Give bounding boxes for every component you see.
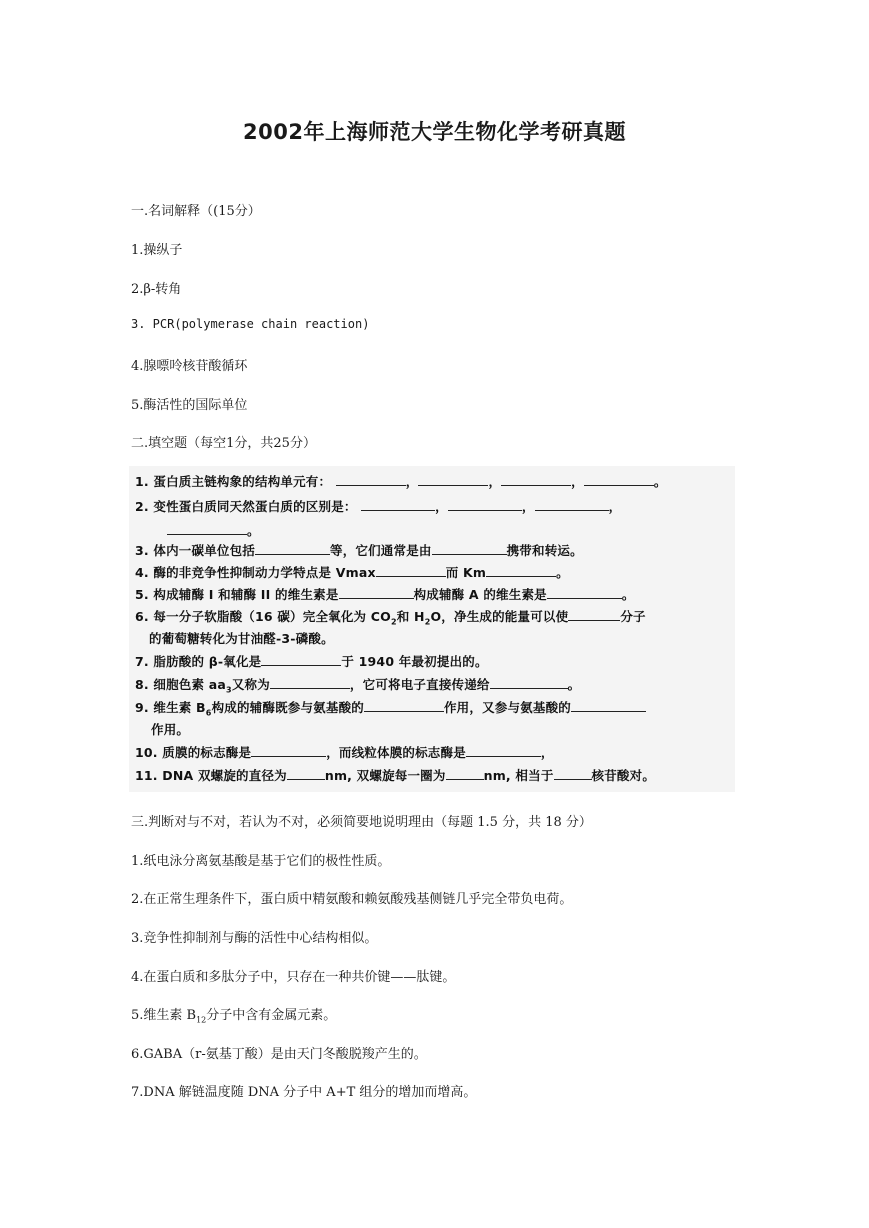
fill-question-3: 3. 体内一碳单位包括 等，它们通常是由 携带和转运。 <box>135 543 583 558</box>
list-item: 4.腺嘌呤核苷酸循环 <box>131 359 248 374</box>
fill-question-6-cont: 的葡萄糖转化为甘油醛-3-磷酸。 <box>149 631 334 646</box>
list-item: 4.在蛋白质和多肽分子中，只存在一种共价键——肽键。 <box>131 970 456 985</box>
fill-question-5: 5. 构成辅酶 I 和辅酶 II 的维生素是 构成辅酶 A 的维生素是 。 <box>135 587 635 602</box>
fill-question-2-cont: 。 <box>167 521 260 539</box>
fill-question-2: 2. 变性蛋白质同天然蛋白质的区别是： ， ， ， <box>135 499 622 514</box>
list-item: 2.在正常生理条件下，蛋白质中精氨酸和赖氨酸残基侧链几乎完全带负电荷。 <box>131 892 573 907</box>
list-item: 3. PCR(polymerase chain reaction) <box>131 317 370 331</box>
fill-question-1: 1. 蛋白质主链构象的结构单元有： ， ， ， 。 <box>135 474 667 489</box>
fill-question-4: 4. 酶的非竞争性抑制动力学特点是 Vmax 而 Km 。 <box>135 565 569 580</box>
list-item: 5.维生素 $B_{12}$分子中含有金属元素。 <box>131 1008 337 1025</box>
fill-question-9-cont: 作用。 <box>151 722 190 737</box>
page-title: 2002年上海师范大学生物化学考研真题 <box>243 120 626 144</box>
list-item: 3.竞争性抑制剂与酶的活性中心结构相似。 <box>131 931 378 946</box>
section1-heading: 一.名词解释（(15分） <box>131 204 261 219</box>
list-item: 1.纸电泳分离氨基酸是基于它们的极性性质。 <box>131 854 391 869</box>
fill-question-9: 9. 维生素 $B_6$构成的辅酶既参与氨基酸的 作用，又参与氨基酸的 <box>135 698 646 718</box>
fill-question-8: 8. 细胞色素 $aa_3$又称为 ，它可将电子直接传递给 。 <box>135 677 581 695</box>
fill-question-11: 11. DNA 双螺旋的直径为 nm, 双螺旋每一圈为 nm, 相当于 核苷酸对。 <box>135 768 656 783</box>
fill-question-6: 6. 每一分子软脂酸（16 碳）完全氧化为 $CO_2$和 $H_2O$，净生成的能量可以使 分子 <box>135 609 646 627</box>
list-item: 1.操纵子 <box>131 243 183 258</box>
section2-heading: 二.填空题（每空1分，共25分） <box>131 436 316 451</box>
fill-question-7: 7. 脂肪酸的 β-氧化是 于 1940 年最初提出的。 <box>135 654 488 669</box>
fill-question-10: 10. 质膜的标志酶是 ，而线粒体膜的标志酶是 ， <box>135 745 554 760</box>
list-item: 7.DNA 解链温度随 DNA 分子中 A+T 组分的增加而增高。 <box>131 1085 477 1100</box>
scanned-fill-in-questions <box>129 466 735 792</box>
list-item: 6.GABA（r-氨基丁酸）是由天门冬酸脱羧产生的。 <box>131 1047 427 1062</box>
list-item: 5.酶活性的国际单位 <box>131 398 248 413</box>
section3-heading: 三.判断对与不对，若认为不对，必须简要地说明理由（每题 1.5 分，共 18 分） <box>131 815 592 830</box>
list-item: 2.β-转角 <box>131 282 182 297</box>
